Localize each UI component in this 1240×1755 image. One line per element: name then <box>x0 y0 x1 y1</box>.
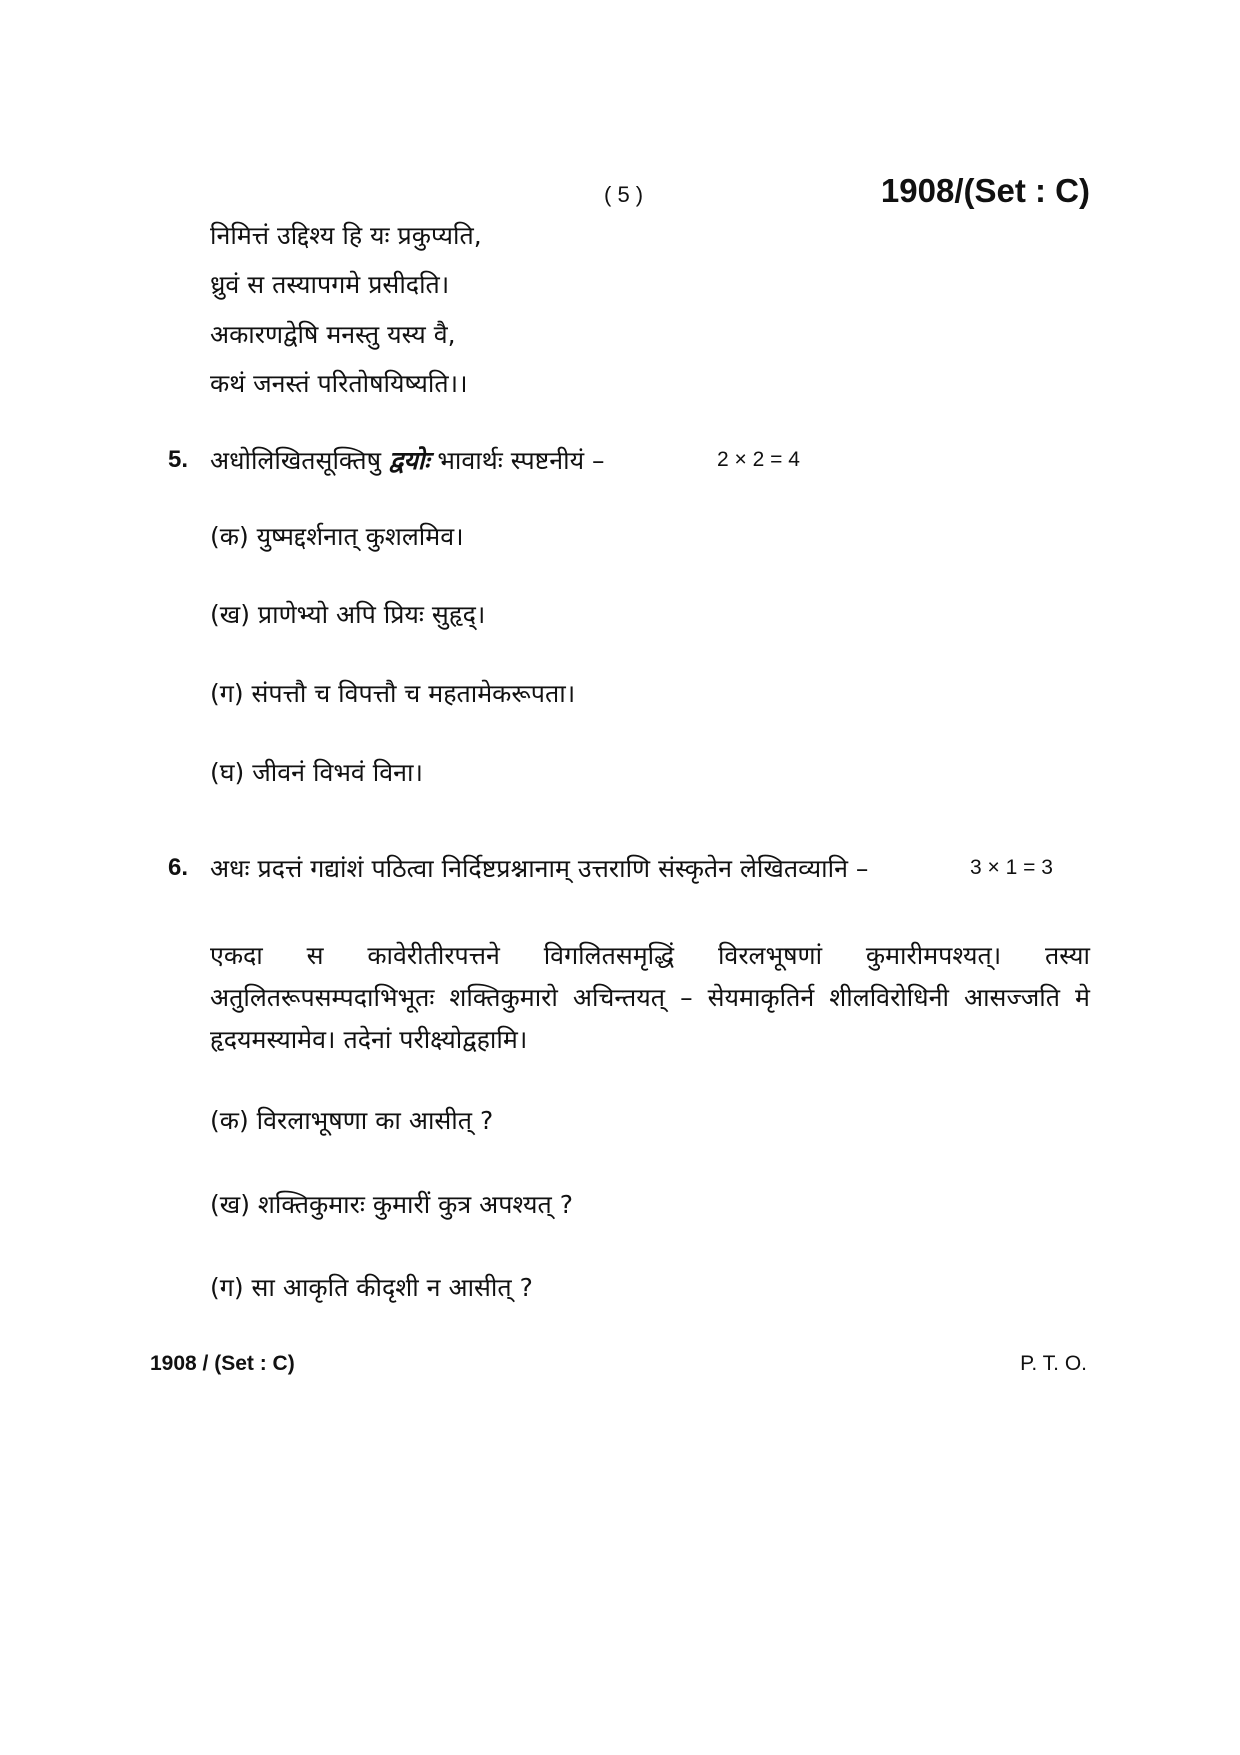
verse-line: ध्रुवं स तस्यापगमे प्रसीदति। <box>210 270 450 299</box>
q6-question-ka: (क) विरलाभूषणा का आसीत् ? <box>210 1106 494 1135</box>
prose-passage: एकदा स कावेरीतीरपत्तने विगलितसमृद्धिं विरलभूषणां कुमारीमपश्यत्। तस्या अतुलितरूपसम्पदाभिभूतः शक्तिकुमारो अचिन्तयत् – सेयमाकृतिर्न शीलविरोधिनी आसज्जति मे हृदयमस्यामेव। तदेनां परीक्ष्योद्वहामि। <box>210 941 1090 1054</box>
q5-option-kha: (ख) प्राणेभ्यो अपि प्रियः सुहृद्। <box>210 600 486 629</box>
paper-code-header: 1908/(Set : C) <box>880 172 1090 209</box>
q5-option-ga: (ग) संपत्तौ च विपत्तौ च महतामेकरूपता। <box>210 679 576 708</box>
please-turn-over: P. T. O. <box>1020 1352 1087 1375</box>
question-5-text-before: अधोलिखितसूक्तिषु <box>210 446 389 475</box>
q5-option-ka: (क) युष्मद्दर्शनात् कुशलमिव। <box>210 522 464 551</box>
question-5-text <box>210 443 605 477</box>
verse-line: कथं जनस्तं परितोषयिष्यति।। <box>210 369 468 398</box>
verse-line: निमित्तं उद्दिश्य हि यः प्रकुप्यति, <box>210 221 482 250</box>
question-number-6: 6. <box>168 854 189 881</box>
question-5-text-after: भावार्थः स्पष्टनीयं – <box>429 446 605 475</box>
question-6-text: अधः प्रदत्तं गद्यांशं पठित्वा निर्दिष्टप्रश्नानाम् उत्तराणि संस्कृतेन लेखितव्यानि – <box>210 854 869 883</box>
q5-option-gha: (घ) जीवनं विभवं विना। <box>210 758 423 787</box>
q6-question-kha: (ख) शक्तिकुमारः कुमारीं कुत्र अपश्यत् ? <box>210 1190 573 1219</box>
question-5-marks: 2 × 2 = 4 <box>717 448 800 471</box>
verse-line: अकारणद्वेषि मनस्तु यस्य वै, <box>210 320 456 349</box>
question-5-emphasis: द्वयोः <box>388 446 430 475</box>
page-number: ( 5 ) <box>604 182 644 207</box>
question-number-5: 5. <box>168 446 189 473</box>
question-6-marks: 3 × 1 = 3 <box>970 856 1053 879</box>
paper-code-footer: 1908 / (Set : C) <box>150 1352 295 1375</box>
q6-question-ga: (ग) सा आकृति कीदृशी न आसीत् ? <box>210 1273 533 1302</box>
